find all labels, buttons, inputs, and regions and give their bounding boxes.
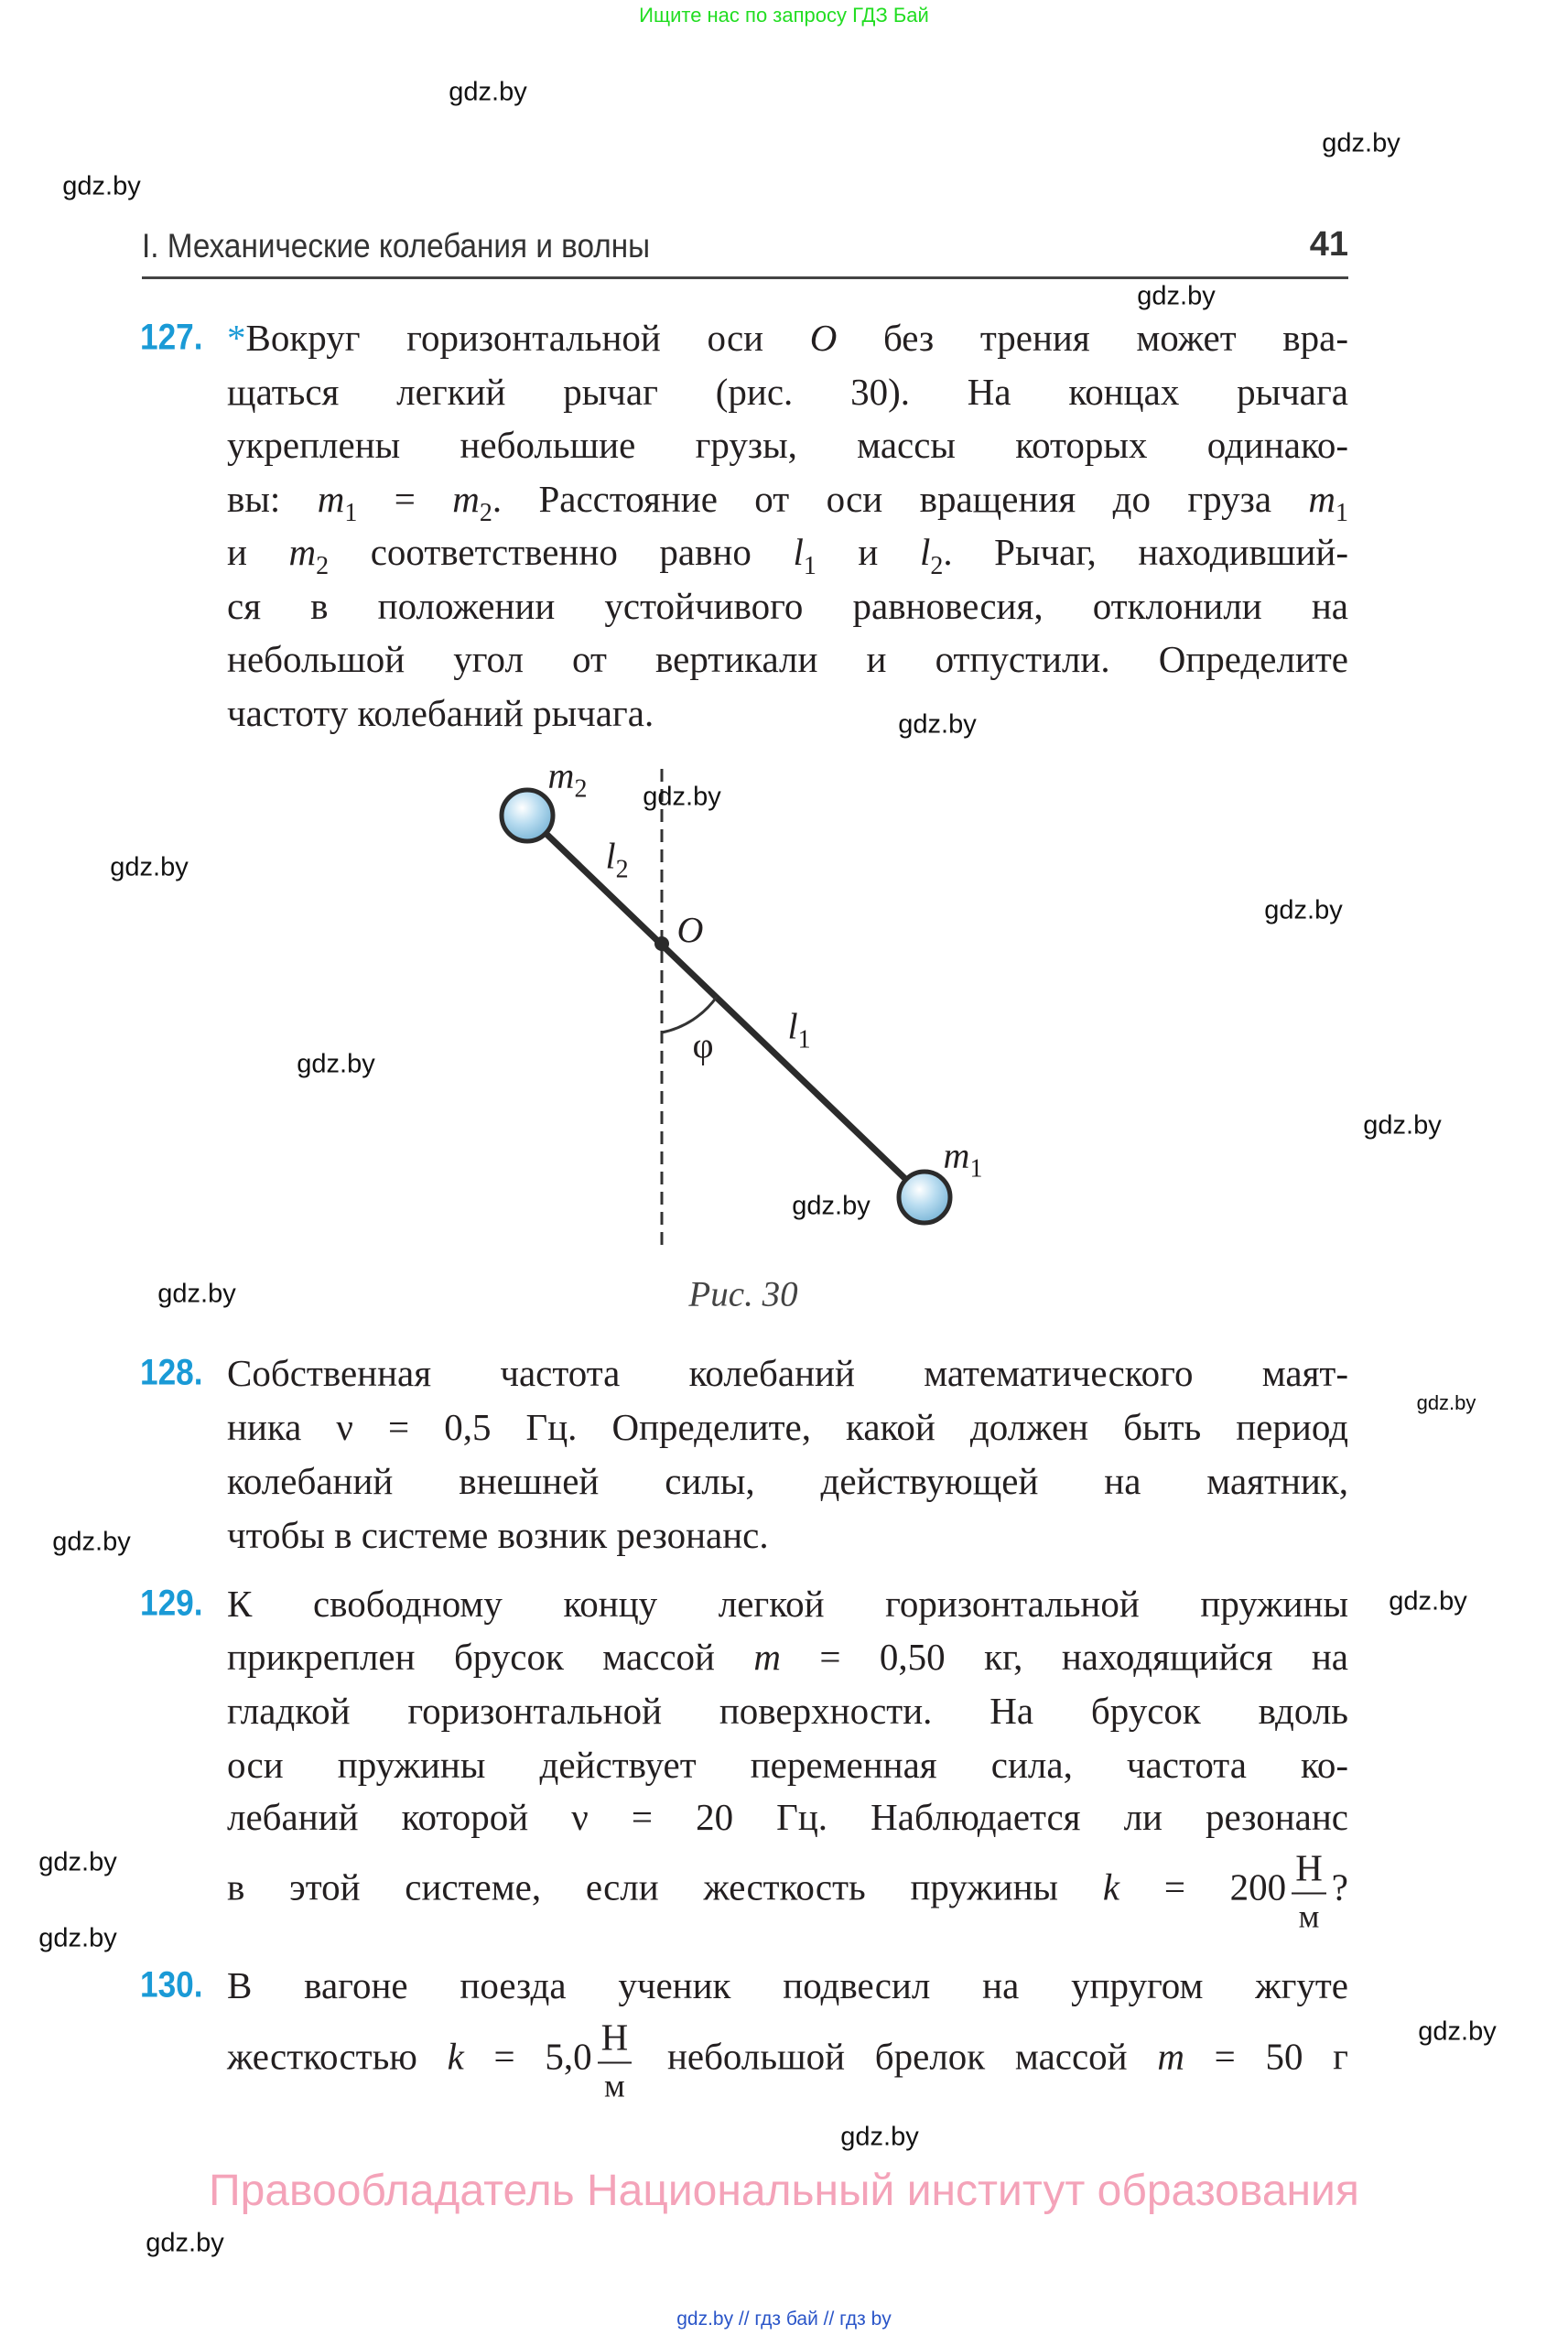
search-banner[interactable]: Ищите нас по запросу ГДЗ Бай (639, 4, 929, 27)
variable-symbol: O (809, 317, 838, 359)
label-m2 (548, 754, 588, 805)
mass-m2-ball (502, 790, 553, 841)
variable-subscript: 2 (479, 499, 492, 527)
fraction-numerator: Н (1292, 1850, 1326, 1895)
watermark: gdz.by (38, 1847, 117, 1877)
text-segment: оси пружины действует переменная сила, частота ко- (227, 1744, 1348, 1786)
label-l1-symbol: l (787, 1005, 798, 1047)
problem-number: 128. (140, 1352, 203, 1393)
text-segment: вы: (227, 478, 318, 520)
text-segment: частоту колебаний рычага. (227, 692, 654, 734)
text-segment: ника ν = 0,5 Гц. Определите, какой должен быть период (227, 1406, 1348, 1448)
text-segment: небольшой брелок массой (637, 2035, 1158, 2078)
text-segment: чтобы в системе возник резонанс. (227, 1514, 769, 1556)
watermark: gdz.by (52, 1527, 131, 1557)
watermark: gdz.by (62, 171, 141, 201)
label-l2 (605, 835, 628, 885)
watermark: gdz.by (1322, 128, 1400, 158)
text-segment: Собственная частота колебаний математического маят- (227, 1352, 1348, 1394)
text-segment: = 0,50 кг, находящийся на (781, 1636, 1348, 1678)
difficulty-star: * (227, 317, 246, 359)
footer-links[interactable]: gdz.by // гдз бай // гдз by (676, 2308, 892, 2330)
variable-symbol: l (793, 531, 804, 573)
problem-number: 130. (140, 1964, 203, 2005)
text-segment: Вокруг горизонтальной оси (245, 317, 810, 359)
text-segment: колебаний внешней силы, действующей на маятник, (227, 1460, 1348, 1502)
text-segment: В вагоне поезда ученик подвесил на упругом жгуте (227, 1964, 1348, 2006)
text-segment: = 50 г (1184, 2035, 1348, 2078)
variable-symbol: m (1157, 2035, 1184, 2078)
watermark: gdz.by (643, 782, 721, 812)
text-segment: ? (1331, 1865, 1348, 1908)
text-segment: жесткостью (227, 2035, 448, 2078)
text-segment: = 5,0 (463, 2035, 592, 2078)
label-m2-subscript: 2 (574, 774, 588, 804)
watermark: gdz.by (840, 2122, 919, 2152)
problem-number: 127. (140, 317, 203, 358)
variable-symbol: m (317, 478, 345, 520)
fraction-denominator: м (1298, 1897, 1320, 1935)
watermark: gdz.by (1363, 1110, 1442, 1141)
text-segment: = (357, 478, 453, 520)
page-number: 41 (1309, 225, 1348, 264)
text-segment: . Рычаг, находивший- (943, 531, 1348, 573)
label-l1 (787, 1005, 810, 1055)
label-l1-subscript: 1 (797, 1025, 811, 1054)
label-l2-subscript: 2 (615, 855, 629, 884)
watermark: gdz.by (1137, 281, 1216, 311)
variable-symbol: k (447, 2035, 464, 2078)
text-segment: = 200 (1119, 1865, 1287, 1908)
variable-subscript: 1 (803, 552, 816, 580)
text-segment: без трения может вра- (837, 317, 1348, 359)
watermark: gdz.by (1418, 2016, 1497, 2047)
watermark: gdz.by (38, 1923, 117, 1953)
variable-subscript: 1 (1336, 499, 1349, 527)
problem-number: 129. (140, 1583, 203, 1624)
watermark: gdz.by (146, 2228, 224, 2258)
variable-symbol: m (753, 1636, 781, 1678)
label-O: O (676, 909, 704, 951)
text-segment: . Расстояние от оси вращения до груза (492, 478, 1309, 520)
label-m1-symbol: m (943, 1134, 970, 1176)
watermark: gdz.by (157, 1279, 236, 1309)
variable-symbol: m (452, 478, 480, 520)
text-segment: соответственно равно (329, 531, 794, 573)
variable-symbol: m (288, 531, 317, 573)
text-segment: и (227, 531, 289, 573)
variable-subscript: 2 (930, 552, 944, 580)
label-l2-symbol: l (605, 835, 616, 877)
text-segment: щаться легкий рычаг (рис. 30). На концах рычага (227, 371, 1348, 413)
label-m1-subscript: 1 (969, 1154, 983, 1184)
pivot-point (654, 936, 669, 951)
text-segment: небольшой угол от вертикали и отпустили. Определите (227, 638, 1348, 680)
variable-subscript: 2 (316, 552, 330, 580)
watermark: gdz.by (110, 852, 189, 882)
chapter-title: I. Механические колебания и волны (142, 227, 651, 265)
text-segment: гладкой горизонтальной поверхности. На брусок вдоль (227, 1690, 1348, 1732)
watermark: gdz.by (449, 77, 527, 107)
watermark: gdz.by (1264, 895, 1343, 925)
fraction-denominator: м (604, 2067, 625, 2104)
variable-symbol: k (1102, 1865, 1120, 1908)
text-segment: лебаний которой ν = 20 Гц. Наблюдается ли резонанс (227, 1796, 1348, 1838)
lever-rod (527, 816, 925, 1197)
text-segment: прикреплен брусок массой (227, 1636, 754, 1678)
text-segment: в этой системе, если жесткость пружины (227, 1865, 1103, 1908)
copyright-notice: Правообладатель Национальный институт образования (209, 2167, 1359, 2215)
label-m2-symbol: m (547, 754, 575, 796)
variable-symbol: l (919, 531, 931, 573)
watermark: gdz.by (898, 709, 977, 740)
watermark: gdz.by (1416, 1391, 1476, 1414)
text-segment: укреплены небольшие грузы, массы которых одинако- (227, 424, 1348, 466)
label-phi: φ (692, 1024, 714, 1066)
variable-subscript: 1 (344, 499, 358, 527)
watermark: gdz.by (297, 1049, 375, 1079)
variable-symbol: m (1308, 478, 1336, 520)
label-m1 (944, 1134, 983, 1184)
fraction-numerator: Н (598, 2019, 633, 2064)
figure-caption: Рис. 30 (688, 1274, 798, 1314)
text-segment: ся в положении устойчивого равновесия, отклонили на (227, 585, 1348, 627)
text-segment: и (816, 531, 920, 573)
watermark: gdz.by (1389, 1586, 1467, 1616)
watermark: gdz.by (792, 1191, 871, 1221)
text-segment: К свободному концу легкой горизонтальной пружины (227, 1583, 1348, 1625)
